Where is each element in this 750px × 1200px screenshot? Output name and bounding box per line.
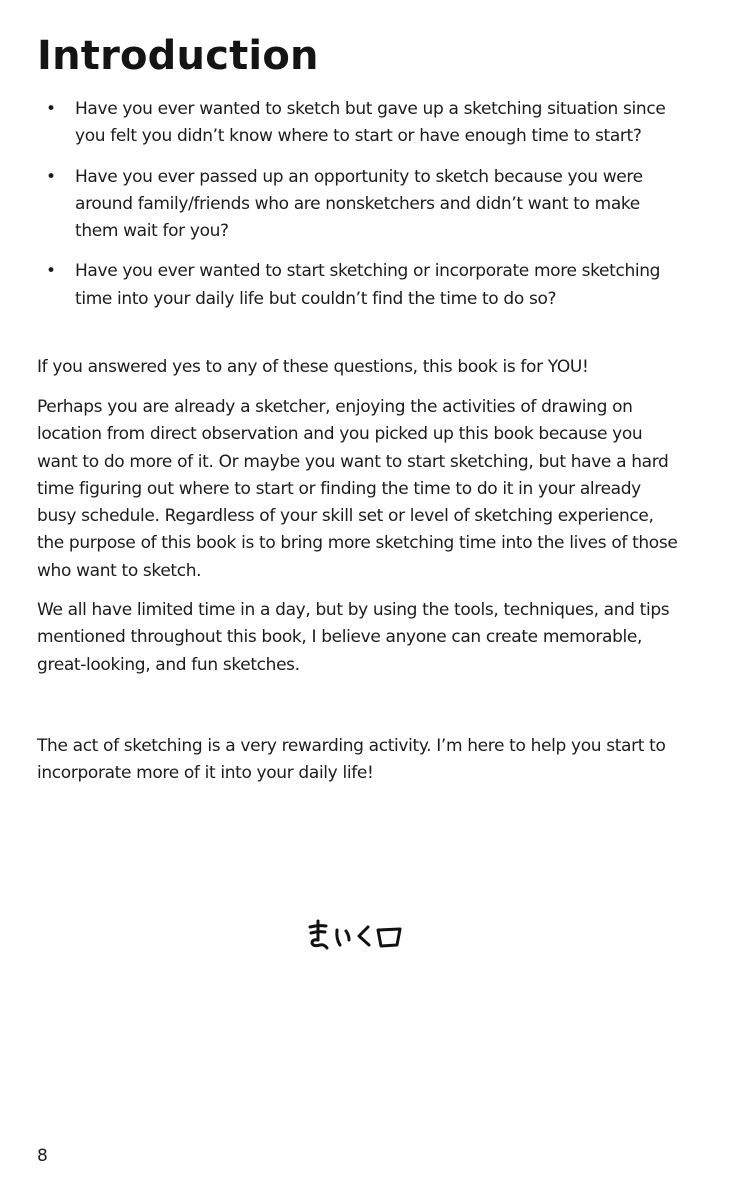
question-text: Have you ever wanted to start sketching or incorporate more sketching time into your daily life but couldn’t find the time to do so? [75,261,661,309]
list-item [37,164,682,246]
page-title: Introduction [37,33,319,79]
answer-paragraph: If you answered yes to any of these questions, this book is for YOU! [37,357,589,377]
page-number: 8 [37,1146,48,1166]
perhaps-paragraph: Perhaps you are already a sketcher, enjoying the activities of drawing on location from direct observation and you picked up this book because you want to do more of it. Or maybe you want to start sketching, but have a hard time figuring out where to start or finding the time to do it in your already busy schedule. Regardless of your skill set or level of sketching experience, the purpose of this book is to bring more sketching time into the lives of those who want to sketch. [37,397,678,581]
bullet: • [46,99,56,119]
question-list [37,96,682,326]
signature-mark [305,916,405,956]
bullet: • [46,261,56,282]
list-item [37,258,682,313]
bullet: • [46,166,56,187]
question-text: Have you ever wanted to sketch but gave up a sketching situation since you felt you didn’t know where to start or have enough time to start? [75,99,666,147]
closing-paragraph: The act of sketching is a very rewarding activity. I’m here to help you start to incorporate more of it into your daily life! [37,736,666,784]
question-text: Have you ever passed up an opportunity to sketch because you were around family/friends who are nonsketchers and didn’t want to make them wait for you? [75,166,643,242]
limited-time-paragraph: We all have limited time in a day, but by using the tools, techniques, and tips mentioned throughout this book, I believe anyone can create memorable, great-looking, and fun sketches. [37,600,670,675]
list-item [37,96,682,151]
